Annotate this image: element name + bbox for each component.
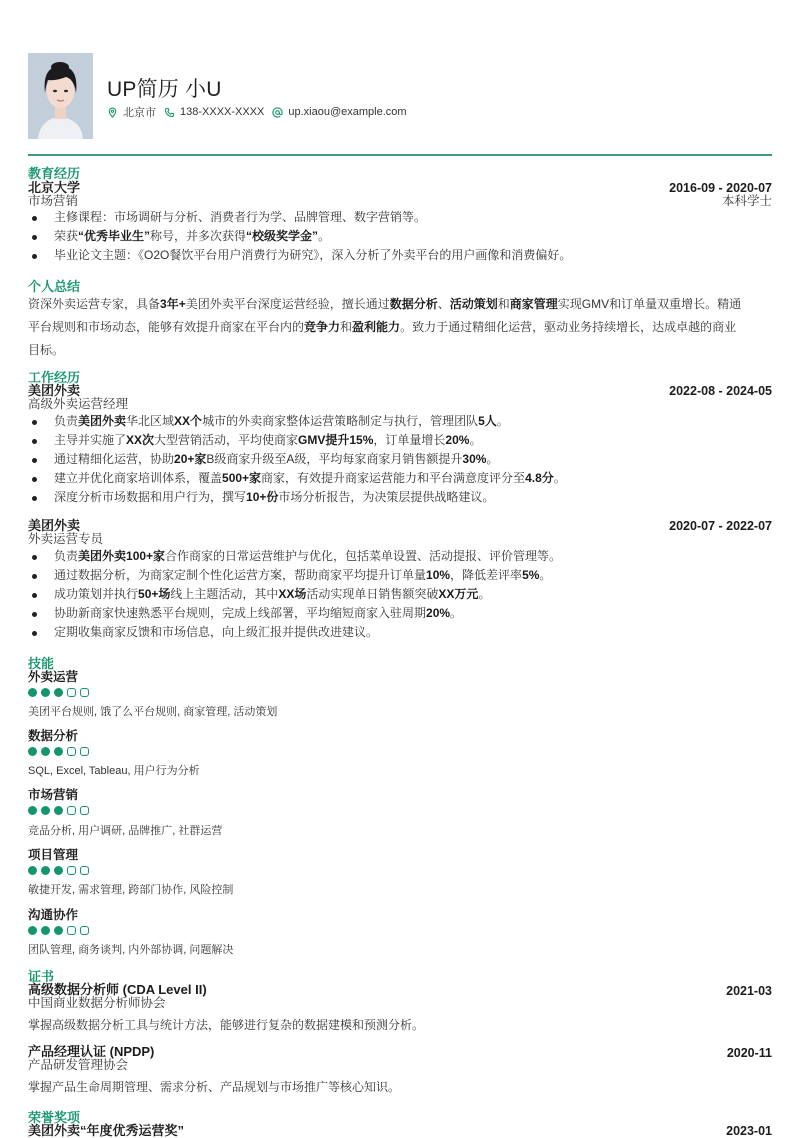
rating-dot-filled bbox=[28, 806, 37, 815]
contact-location bbox=[107, 104, 156, 120]
honor-name: 美团外卖“年度优秀运营奖” bbox=[28, 1123, 185, 1138]
certificate-date: 2020-11 bbox=[726, 1046, 772, 1060]
rating-dot-filled bbox=[41, 806, 50, 815]
rating-dot-filled bbox=[54, 806, 63, 815]
skill-name: 外卖运营 bbox=[28, 670, 79, 684]
job-role: 高级外卖运营经理 bbox=[28, 397, 129, 411]
skill-description: 美团平台规则, 饿了么平台规则, 商家管理, 活动策划 bbox=[28, 706, 278, 718]
list-item: 通过数据分析，为商家定制个性化运营方案，帮助商家平均提升订单量10%，降低差评率5%。 bbox=[28, 566, 772, 585]
skill-description: SQL, Excel, Tableau, 用户行为分析 bbox=[28, 765, 200, 777]
rating-dot-filled bbox=[41, 926, 50, 935]
list-item: 建立并优化商家培训体系，覆盖500+家商家，有效提升商家运营能力和平台满意度评分至4.8分。 bbox=[28, 469, 772, 488]
certificate-description: 掌握高级数据分析工具与统计方法，能够进行复杂的数据建模和预测分析。 bbox=[28, 1018, 425, 1032]
rating-dot-empty bbox=[80, 806, 89, 815]
skill-level-rating bbox=[28, 866, 89, 875]
rating-dot-filled bbox=[54, 747, 63, 756]
summary-line: 平台规则和市场动态，能够有效提升商家在平台内的竞争力和盈利能力。致力于通过精细化运营，驱动业务持续增长，达成卓越的商业 bbox=[28, 320, 737, 334]
company-name: 美团外卖 bbox=[28, 518, 81, 533]
summary-text bbox=[28, 294, 772, 360]
summary-line: 目标。 bbox=[28, 343, 65, 357]
rating-dot-filled bbox=[28, 747, 37, 756]
rating-dot-empty bbox=[67, 747, 76, 756]
job-date: 2022-08 - 2024-05 bbox=[669, 384, 772, 398]
skill-name: 项目管理 bbox=[28, 848, 79, 862]
rating-dot-filled bbox=[28, 688, 37, 697]
skill-description: 敏捷开发, 需求管理, 跨部门协作, 风险控制 bbox=[28, 884, 234, 896]
section-title-education: 教育经历 bbox=[28, 166, 81, 181]
rating-dot-empty bbox=[80, 866, 89, 875]
list-item: 协助新商家快速熟悉平台规则，完成上线部署，平均缩短商家入驻周期20%。 bbox=[28, 604, 772, 623]
rating-dot-filled bbox=[41, 688, 50, 697]
rating-dot-filled bbox=[28, 926, 37, 935]
certificate-description: 掌握产品生命周期管理、需求分析、产品规划与市场推广等核心知识。 bbox=[28, 1080, 401, 1094]
skill-level-rating bbox=[28, 806, 89, 815]
section-title-skills: 技能 bbox=[28, 656, 55, 671]
list-item: 毕业论文主题：《O2O餐饮平台用户消费行为研究》，深入分析了外卖平台的用户画像和消费偏好。 bbox=[28, 246, 772, 265]
rating-dot-filled bbox=[41, 747, 50, 756]
skill-name: 市场营销 bbox=[28, 788, 79, 802]
degree: 本科学士 bbox=[721, 194, 772, 208]
rating-dot-empty bbox=[80, 747, 89, 756]
header-divider bbox=[28, 154, 772, 156]
skill-name: 沟通协作 bbox=[28, 908, 79, 922]
rating-dot-empty bbox=[67, 806, 76, 815]
skill-level-rating bbox=[28, 926, 89, 935]
certificate-date: 2021-03 bbox=[726, 984, 772, 998]
education-bullets bbox=[28, 208, 772, 265]
list-item: 定期收集商家反馈和市场信息，向上级汇报并提供改进建议。 bbox=[28, 623, 772, 642]
certificate-name: 产品经理认证 (NPDP) bbox=[28, 1044, 155, 1059]
list-item: 荣获“优秀毕业生”称号，并多次获得“校级奖学金”。 bbox=[28, 227, 772, 246]
list-item: 主导并实施了XX次大型营销活动，平均使商家GMV提升15%，订单量增长20%。 bbox=[28, 431, 772, 450]
rating-dot-filled bbox=[54, 926, 63, 935]
school-name: 北京大学 bbox=[28, 180, 81, 195]
skill-description: 竞品分析, 用户调研, 品牌推广, 社群运营 bbox=[28, 825, 223, 837]
skill-description: 团队管理, 商务谈判, 内外部协调, 问题解决 bbox=[28, 944, 234, 956]
skill-level-rating bbox=[28, 688, 89, 697]
honor-date: 2023-01 bbox=[726, 1124, 772, 1138]
job-role: 外卖运营专员 bbox=[28, 532, 104, 546]
rating-dot-empty bbox=[80, 926, 89, 935]
rating-dot-filled bbox=[54, 866, 63, 875]
rating-dot-filled bbox=[54, 688, 63, 697]
email-text: up.xiaou@example.com bbox=[288, 106, 407, 118]
contact-info bbox=[107, 104, 415, 120]
certificate-name: 高级数据分析师 (CDA Level II) bbox=[28, 982, 207, 997]
summary-line: 资深外卖运营专家，具备3年+美团外卖平台深度运营经验，擅长通过数据分析、活动策划和商家管理实现GMV和订单量双重增长。精通 bbox=[28, 297, 742, 311]
job-bullets bbox=[28, 412, 772, 507]
rating-dot-empty bbox=[67, 926, 76, 935]
section-title-certificates: 证书 bbox=[28, 969, 55, 984]
list-item: 通过精细化运营，协助20+家B级商家升级至A级，平均每家商家月销售额提升30%。 bbox=[28, 450, 772, 469]
candidate-name: UP简历 小U bbox=[107, 78, 222, 101]
profile-photo bbox=[28, 53, 93, 139]
at-sign-icon bbox=[272, 107, 283, 118]
phone-text: 138-XXXX-XXXX bbox=[180, 106, 265, 118]
list-item: 负责美团外卖100+家合作商家的日常运营维护与优化，包括菜单设置、活动提报、评价管理等。 bbox=[28, 547, 772, 566]
rating-dot-filled bbox=[41, 866, 50, 875]
location-text: 北京市 bbox=[123, 107, 156, 119]
skill-name: 数据分析 bbox=[28, 729, 79, 743]
phone-icon bbox=[164, 107, 175, 118]
resume-header bbox=[28, 53, 772, 139]
contact-phone[interactable] bbox=[164, 106, 264, 118]
portrait-icon bbox=[28, 53, 93, 139]
education-date: 2016-09 - 2020-07 bbox=[669, 181, 772, 195]
rating-dot-empty bbox=[67, 866, 76, 875]
company-name: 美团外卖 bbox=[28, 383, 81, 398]
rating-dot-filled bbox=[28, 866, 37, 875]
rating-dot-empty bbox=[67, 688, 76, 697]
list-item: 主修课程：市场调研与分析、消费者行为学、品牌管理、数字营销等。 bbox=[28, 208, 772, 227]
section-title-summary: 个人总结 bbox=[28, 279, 81, 294]
contact-email[interactable] bbox=[272, 106, 406, 118]
list-item: 负责美团外卖华北区域XX个城市的外卖商家整体运营策略制定与执行，管理团队5人。 bbox=[28, 412, 772, 431]
section-title-work: 工作经历 bbox=[28, 370, 81, 385]
section-title-honors: 荣誉奖项 bbox=[28, 1110, 81, 1125]
certificate-issuer: 中国商业数据分析师协会 bbox=[28, 996, 166, 1010]
rating-dot-empty bbox=[80, 688, 89, 697]
list-item: 成功策划并执行50+场线上主题活动，其中XX场活动实现单日销售额突破XX万元。 bbox=[28, 585, 772, 604]
major: 市场营销 bbox=[28, 194, 79, 208]
map-pin-icon bbox=[107, 107, 118, 118]
job-bullets bbox=[28, 547, 772, 642]
job-date: 2020-07 - 2022-07 bbox=[669, 519, 772, 533]
certificate-issuer: 产品研发管理协会 bbox=[28, 1058, 129, 1072]
skill-level-rating bbox=[28, 747, 89, 756]
list-item: 深度分析市场数据和用户行为，撰写10+份市场分析报告，为决策层提供战略建议。 bbox=[28, 488, 772, 507]
